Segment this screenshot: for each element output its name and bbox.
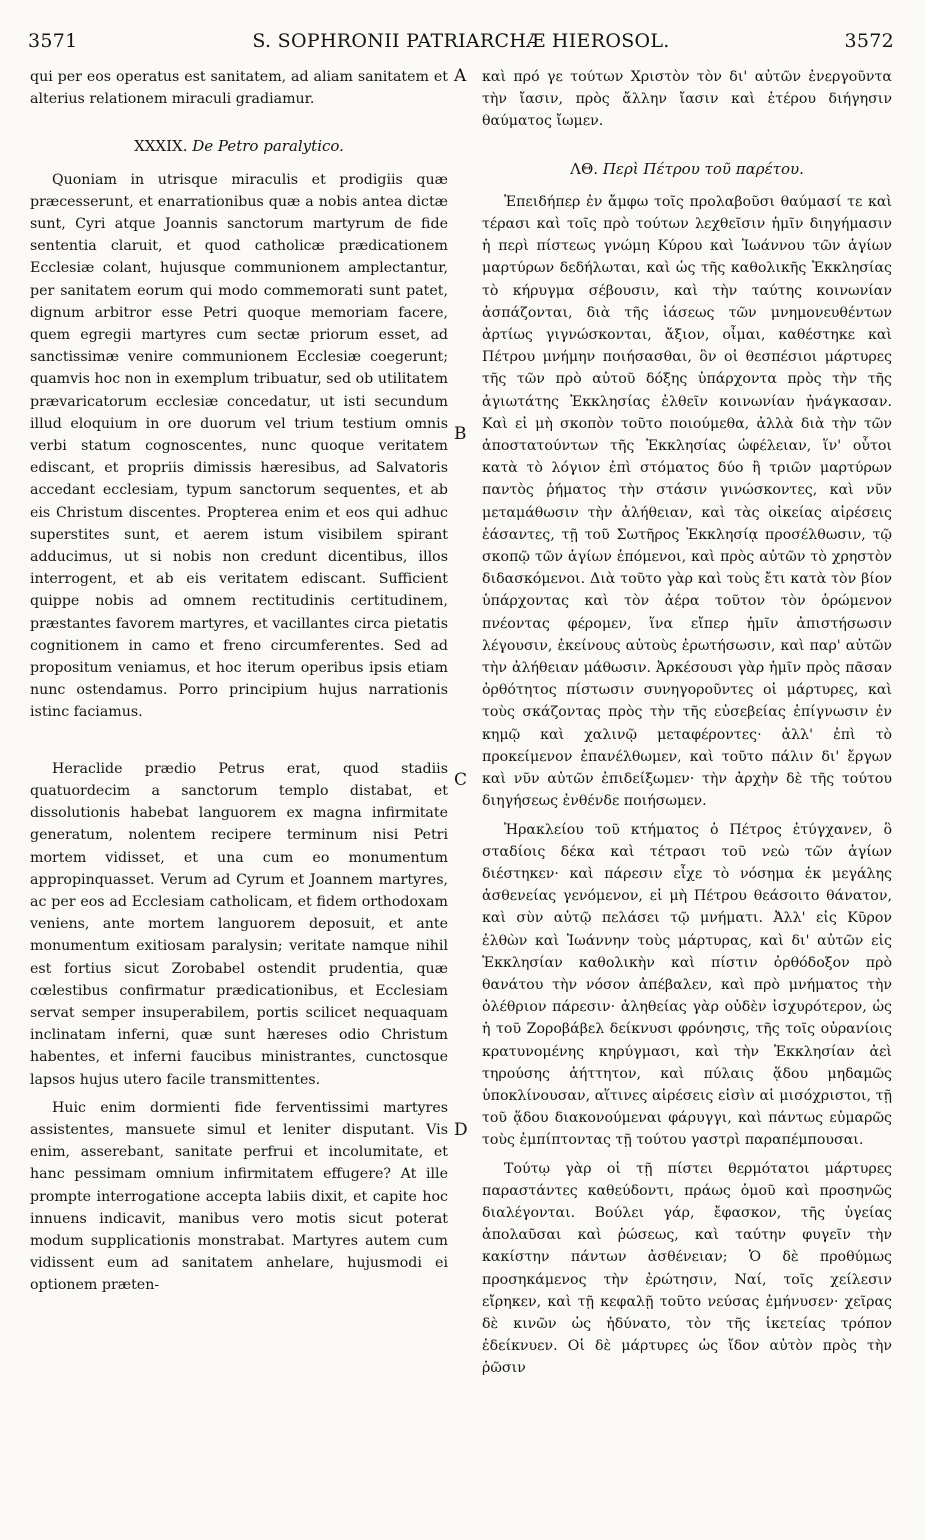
- latin-chapter-title: De Petro paralytico.: [192, 137, 344, 156]
- greek-column: [482, 66, 892, 1380]
- latin-column: [30, 66, 448, 1297]
- running-title: S. SOPHRONII PATRIARCHÆ HIEROSOL.: [252, 30, 670, 52]
- page-header: [28, 30, 894, 60]
- greek-chapter-heading: [482, 158, 892, 180]
- margin-letter-d: D: [454, 1120, 468, 1140]
- greek-chapter-number: ΛΘ.: [570, 159, 599, 178]
- margin-letter-c: C: [454, 770, 468, 790]
- latin-paragraph-3: Huic enim dormienti fide ferventissimi martyres assistentes, mansuete simul et leniter disputant. Vis enim, asserebant, sanitate perfrui et incolumitate, et hanc pessimam omnium infirmitatem effugere? At ille prompte interrogatione accepta labiis dixit, et capite hoc innuens indicavit, manibus vero motis sicut poterat modum supplicationis monstrabat. Martyres autem cum vidissent eum ad sanitatem anhelare, hujusmodi ei optionem præten-: [30, 1099, 448, 1294]
- margin-letter-b: B: [454, 424, 467, 444]
- latin-chapter-heading: [30, 135, 448, 157]
- latin-paragraph-2: Heraclide prædio Petrus erat, quod stadiis quatuordecim a sanctorum templo distabat, et dissolutionis habebat languorem ex magna infirmitate generatum, nolentem recipere terminum nisi Petri mortem vidisset, et una cum eo monumentum appropinquasset. Verum ad Cyrum et Joannem martyres, ac per eos ad Ecclesiam catholicam, et fidem orthodoxam veniens, ante mortem languorem deposuit, et ante monumentum exitiosam paralysin; veritate namque nihil est fortius sicut Zorobabel ostendit prudentia, quæ cœlestibus confirmatur prædicationibus, et Ecclesiam servat semper insuperabilem, portis scilicet nequaquam inclinatam inferni, quæ sunt hæreses odio Christum habentes, et inferni faucibus ministrantes, cunctosque lapsos hujus utero facile transmittentes.: [30, 760, 448, 1088]
- latin-chapter-number: XXXIX.: [134, 137, 188, 156]
- greek-intro: καὶ πρό γε τούτων Χριστὸν τὸν δι' αὐτῶν ἐνεργοῦντα τὴν ἴασιν, πρὸς ἄλλην ἴασιν καὶ ἑτέρου διήγησιν θαύματος ἴωμεν.: [482, 69, 892, 130]
- left-page-number: 3571: [28, 30, 78, 52]
- latin-paragraph-1: Quoniam in utrisque miraculis et prodigiis quæ præcesserunt, et enarrationibus quæ a nobis antea dictæ sunt, Cyri atque Joannis sanctorum martyrum de fide sententia claruit, et quod catholicæ prædicationem Ecclesiæ colant, hujusque communionem amplectantur, per sanitatem eorum qui modo commemorati sunt patet, dignum arbitror esse Petri quoque memoriam facere, quem egregii martyres cum sectæ priorum esset, ad sanctissimæ venire communionem Ecclesiæ coegerunt; quamvis hoc non in exemplum tribuatur, sed ob utilitatem prævaricatorum ecclesiæ concedatur, ut isti secundum illud eloquium in ore duorum vel trium testium omnis verbi statum cognoscentes, nunc quoque veritatem ediscant, et propriis dimissis hæresibus, ad Salvatoris accedant ecclesiam, typum sanctorum sequentes, et ab eis Christum discentes. Propterea enim et eos qui adhuc superstites sunt, et aerem istum visibilem spirant adducimus, ut si nobis non credunt dicentibus, illos interrogent, et ab eis veritatem ediscant. Sufficient quippe nobis ad omnem rectitudinis certitudinem, præstantes favorem martyres, et vacillantes circa pietatis cognitionem in camo et freno circumferentes. Sed ad propositum veniamus, et hoc iterum operibus ipsis etiam nunc ostendamus. Porro principium hujus narrationis istinc faciamus.: [30, 171, 448, 721]
- greek-paragraph-2: Ἡρακλείου τοῦ κτήματος ὁ Πέτρος ἐτύγχανεν, ὃ σταδίοις δέκα καὶ τέτρασι τοῦ νεὼ τῶν ἁγίων διέστηκεν· καὶ πάρεσιν εἶχε τὸ νόσημα ἐκ μεγάλης ἀσθενείας γενόμενον, εἰ μὴ Πέτρου θεάσοιτο θάνατον, καὶ σὺν αὐτῷ πελάσει τῷ μνήματι. Ἀλλ' εἰς Κῦρον ἐλθὼν καὶ Ἰωάννην τοὺς μάρτυρας, καὶ δι' αὐτῶν εἰς Ἐκκλησίαν καθολικὴν καὶ πίστιν ὀρθόδοξον πρὸ θανάτου τὴν νόσον ἀπέβαλεν, καὶ πρὸ μνήματος τὴν ὀλέθριον πάρεσιν· ἀληθείας γὰρ οὐδὲν ἰσχυρότερον, ὡς ἡ τοῦ Ζοροβάβελ δείκνυσι φρόνησις, τῆς τοῖς οὐρανίοις κρατυνομένης κηρύγμασι, καὶ τὴν Ἐκκλησίαν ἀεὶ τηρούσης ἀήττητον, καὶ πύλαις ᾅδου μηδαμῶς ὑποκλίνουσαν, αἵτινες αἱρέσεις εἰσὶν αἱ μισόχριστοι, τῇ τοῦ ᾅδου διακονούμεναι φάρυγγι, καὶ πάντως εὐμαρῶς τοὺς ἐμπίπτοντας τῇ τούτου γαστρὶ παραπέμπουσαι.: [482, 821, 892, 1149]
- latin-intro: qui per eos operatus est sanitatem, ad aliam sanitatem et alterius relationem miraculi gradiamur.: [30, 69, 448, 108]
- greek-paragraph-1: Ἐπειδήπερ ἐν ἄμφω τοῖς προλαβοῦσι θαύμασί τε καὶ τέρασι καὶ τοῖς πρὸ τούτων λεχθεῖσιν ἡμῖν διηγήμασιν ἡ περὶ πίστεως γνώμη Κύρου καὶ Ἰωάννου τῶν ἁγίων μαρτύρων δεδήλωται, καὶ ὡς τῆς καθολικῆς Ἐκκλησίας τὸ κήρυγμα σέβουσιν, καὶ τὴν ταύτης κοινωνίαν ἀσπάζονται, διὰ τῆς ἰάσεως τῶν μνημονευθέντων ἀρτίως γιγνώσκονται, ἄξιον, οἶμαι, καθέστηκε καὶ Πέτρου μνήμην ποιήσασθαι, ὃν οἱ θεσπέσιοι μάρτυρες τῆς τῶν πρὸ αὐτοῦ δόξης ὑπάρχοντα πρὸς τὴν τῆς ἁγιωτάτης Ἐκκλησίας ἐλθεῖν κοινωνίαν ἠνάγκασαν. Καὶ εἰ μὴ σκοπὸν τοῦτο ποιούμεθα, ἀλλὰ διὰ τὴν τῶν ἀποστατούντων τῆς Ἐκκλησίας ὠφέλειαν, ἵν' οὗτοι κατὰ τὸ λόγιον ἐπὶ στόματος δύο ἢ τριῶν μαρτύρων παντὸς ῥήματος τὴν στάσιν γινώσκοντες, καὶ νῦν μεταμάθωσιν τὴν ἀλήθειαν, καὶ τὰς οἰκείας αἱρέσεις ἐάσαντες, τῇ τοῦ Σωτῆρος Ἐκκλησίᾳ προσέλθωσιν, τῷ σκοπῷ τῶν ἁγίων ἑπόμενοι, καὶ πρὸς αὐτῶν τὸ χρηστὸν διδασκόμενοι. Διὰ τοῦτο γὰρ καὶ τοὺς ἔτι κατὰ τὸν βίον ὑπάρχοντας καὶ τὸν ἀέρα τοῦτον τὸν ὁρώμενον πνέοντας φέρομεν, ἵνα εἴπερ ἡμῖν ἀπιστήσωσιν λέγουσιν, ἐκείνους αὐτοὺς ἐρωτήσωσιν, καὶ παρ' αὐτῶν τὴν ἀλήθειαν μάθωσιν. Ἀρκέσουσι γὰρ ἡμῖν πρὸς πᾶσαν ὀρθότητος πίστωσιν συνηγοροῦντες οἱ μάρτυρες, καὶ τοὺς σκάζοντας πρὸς τὴν τῆς εὐσεβείας ἐπίγνωσιν ἐν κημῷ καὶ χαλινῷ μεταφέροντες· ἀλλ' ἐπὶ τὸ προκείμενον ἐπανέλθωμεν, καὶ τοῦτο πάλιν δι' ἔργων καὶ νῦν αὐτῶν ἐπιδείξωμεν· τὴν ἀρχὴν δὲ τῆς τούτου διηγήσεως ἐνθένδε ποιήσωμεν.: [482, 193, 892, 810]
- greek-paragraph-3: Τούτῳ γὰρ οἱ τῇ πίστει θερμότατοι μάρτυρες παραστάντες καθεύδοντι, πράως ὁμοῦ καὶ προσηνῶς διαλέγονται. Βούλει γάρ, ἔφασκον, τῆς ὑγείας ἀπολαῦσαι καὶ ῥώσεως, καὶ ταύτην φυγεῖν τὴν κακίστην πάντων ἀσθένειαν; Ὁ δὲ προθύμως προσηκάμενος τὴν ἐρώτησιν, Ναί, τοῖς χείλεσιν εἴρηκεν, καὶ τῇ κεφαλῇ τοῦτο νεύσας ἐμήνυσεν· χεῖρας δὲ κινῶν ὡς ἠδύνατο, τὸν τῆς ἱκετείας τρόπον ἐδείκνυεν. Οἱ δὲ μάρτυρες ὡς ἴδον αὐτὸν πρὸς τὴν ῥῶσιν: [482, 1160, 892, 1377]
- greek-chapter-title: Περὶ Πέτρου τοῦ παρέτου.: [602, 159, 804, 178]
- margin-letter-a: A: [454, 66, 467, 86]
- right-page-number: 3572: [844, 30, 894, 52]
